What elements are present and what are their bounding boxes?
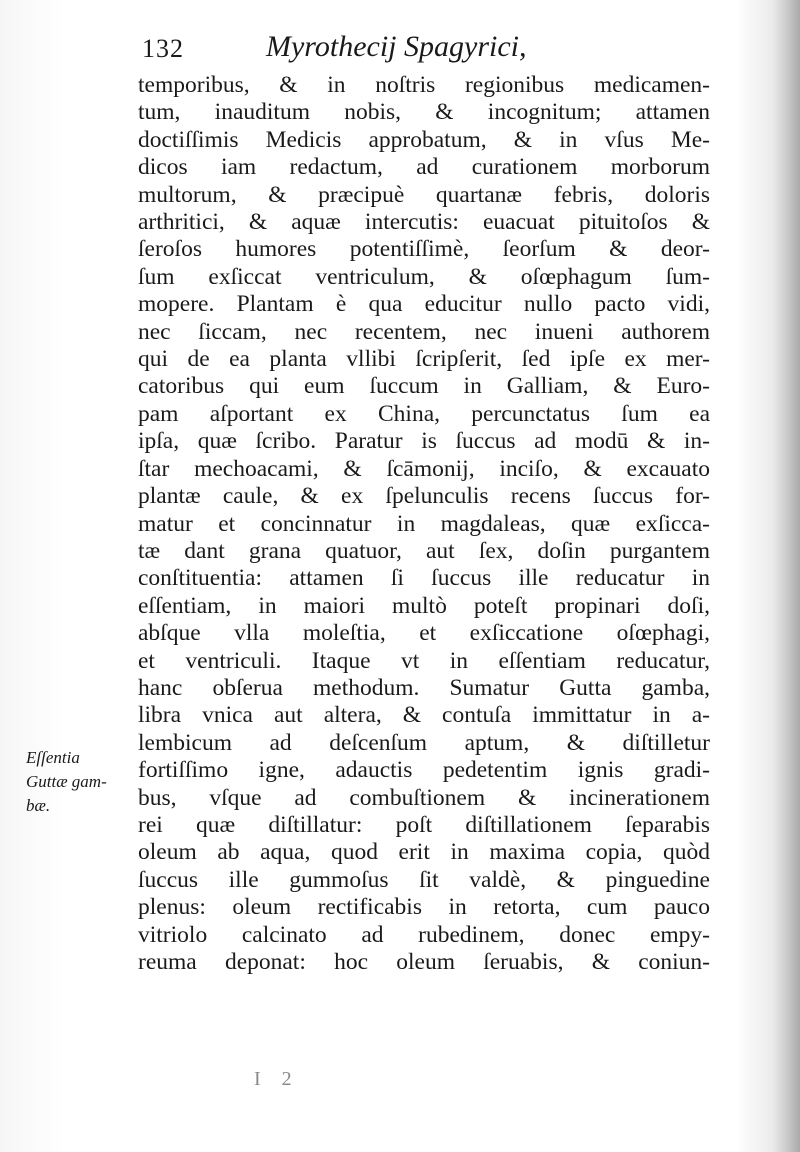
- text-line: lembicum ad deſcenſum aptum, & diſtilletur: [138, 729, 710, 756]
- signature-mark: I 2: [254, 1068, 300, 1090]
- text-line: plenus: oleum rectificabis in retorta, cum pauco: [138, 894, 710, 921]
- text-line: nec ſiccam, nec recentem, nec inueni authorem: [138, 318, 710, 345]
- text-line: mopere. Plantam è qua educitur nullo pacto vidi,: [138, 291, 710, 318]
- text-line: plantæ caule, & ex ſpelunculis recens ſuccus for-: [138, 483, 710, 510]
- text-line: tæ dant grana quatuor, aut ſex, doſin purgantem: [138, 537, 710, 564]
- text-line: abſque vlla moleſtia, et exſiccatione oſœphagi,: [138, 620, 710, 647]
- text-line: temporibus, & in noſtris regionibus medicamen-: [138, 72, 710, 98]
- text-line: bus, vſque ad combuſtionem & incinerationem: [138, 784, 710, 811]
- margin-note-line: Eſſentia: [26, 748, 80, 767]
- text-line: tum, inauditum nobis, & incognitum; attamen: [138, 99, 710, 126]
- page-header: [142, 30, 762, 70]
- text-line: ſeroſos humores potentiſſimè, ſeorſum & deor-: [138, 236, 710, 263]
- text-line: eſſentiam, in maiori multò poteſt propinari doſi,: [138, 592, 710, 619]
- text-line: ſtar mechoacami, & ſcāmonij, inciſo, & excauato: [138, 455, 710, 482]
- text-line: doctiſſimis Medicis approbatum, & in vſus Me-: [138, 126, 710, 153]
- text-line: matur et concinnatur in magdaleas, quæ exſicca-: [138, 510, 710, 537]
- text-line: multorum, & præcipuè quartanæ febris, doloris: [138, 181, 710, 208]
- text-line: vitriolo calcinato ad rubedinem, donec empy-: [138, 921, 710, 948]
- margin-note: [26, 746, 130, 818]
- margin-note-line: bæ.: [26, 796, 51, 815]
- text-line: dicos iam redactum, ad curationem morborum: [138, 154, 710, 181]
- running-title: Myrothecij Spagyrici,: [266, 30, 527, 63]
- text-line: oleum ab aqua, quod erit in maxima copia, quòd: [138, 839, 710, 866]
- page-edge-shadow: [772, 0, 800, 1152]
- text-line: ipſa, quæ ſcribo. Paratur is ſuccus ad modū & in-: [138, 428, 710, 455]
- text-line: rei quæ diſtillatur: poſt diſtillationem ſeparabis: [138, 811, 710, 838]
- text-line: reuma deponat: hoc oleum ſeruabis, & coniun-: [138, 949, 710, 975]
- page-number: 132: [142, 34, 184, 63]
- text-line: libra vnica aut altera, & contuſa immittatur in a-: [138, 702, 710, 729]
- text-line: catoribus qui eum ſuccum in Galliam, & Euro-: [138, 373, 710, 400]
- text-line: fortiſſimo igne, adauctis pedetentim ignis gradi-: [138, 757, 710, 784]
- text-line: qui de ea planta vllibi ſcripſerit, ſed ipſe ex mer-: [138, 346, 710, 373]
- margin-note-line: Guttæ gam-: [26, 772, 107, 791]
- text-line: pam aſportant ex China, percunctatus ſum ea: [138, 400, 710, 427]
- text-line: arthritici, & aquæ intercutis: euacuat pituitoſos &: [138, 209, 710, 236]
- text-line: ſuccus ille gummoſus ſit valdè, & pinguedine: [138, 866, 710, 893]
- text-line: et ventriculi. Itaque vt in eſſentiam reducatur,: [138, 647, 710, 674]
- text-line: conſtituentia: attamen ſi ſuccus ille reducatur in: [138, 565, 710, 592]
- body-text: [138, 72, 710, 976]
- text-line: ſum exſiccat ventriculum, & oſœphagum ſum-: [138, 263, 710, 290]
- text-line: hanc obſerua methodum. Sumatur Gutta gamba,: [138, 674, 710, 701]
